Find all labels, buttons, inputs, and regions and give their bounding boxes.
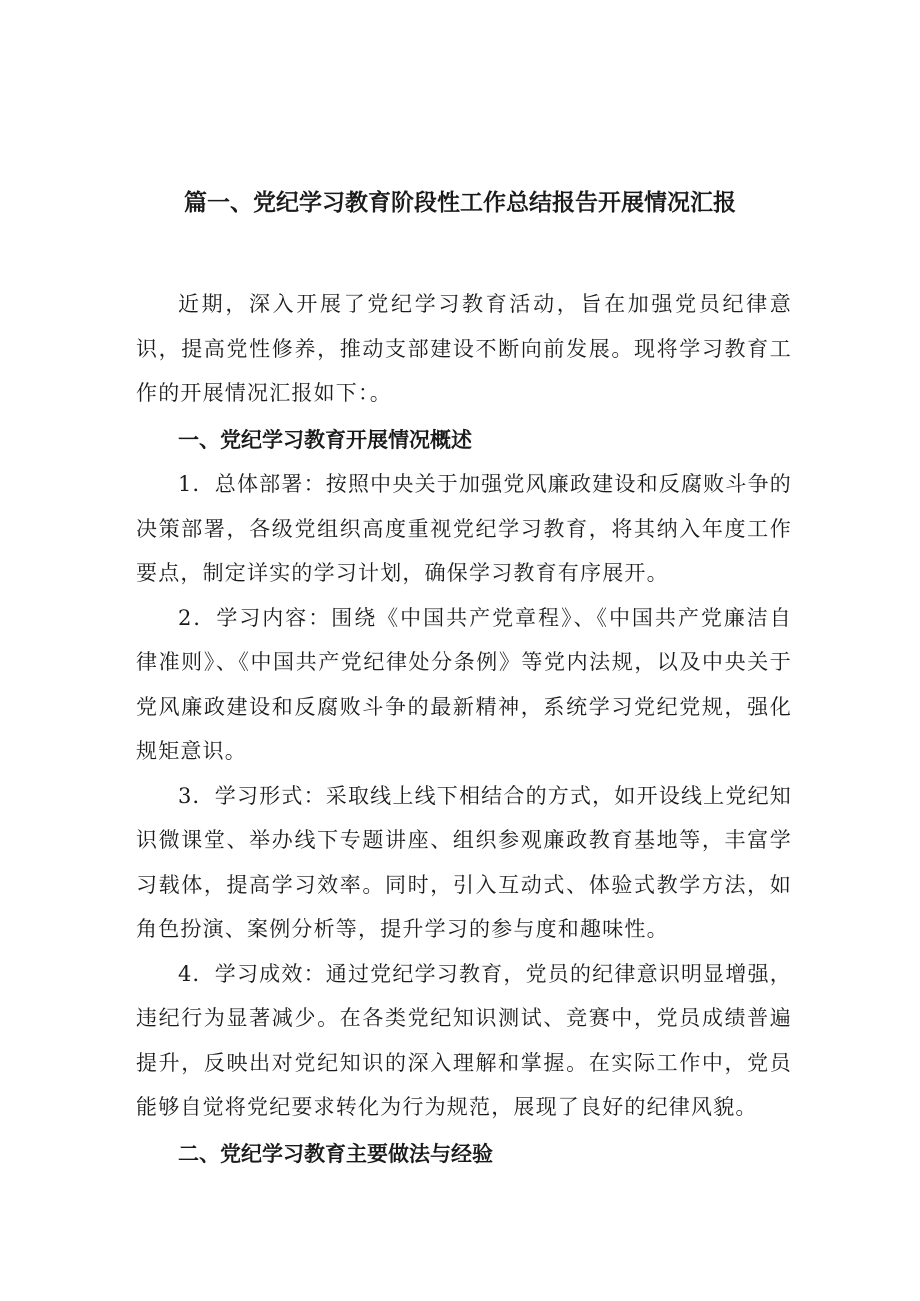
section-heading-2: 二、党纪学习教育主要做法与经验 bbox=[178, 1141, 493, 1166]
section-heading-1: 一、党纪学习教育开展情况概述 bbox=[178, 427, 472, 452]
intro-paragraph: 近期，深入开展了党纪学习教育活动，旨在加强党员纪律意识，提高党性修养，推动支部建设不断向前发展。现将学习教育工作的开展情况汇报如下：。 bbox=[136, 292, 792, 405]
section1-item-4: 4．学习成效：通过党纪学习教育，党员的纪律意识明显增强，违纪行为显著减少。在各类党纪知识测试、竞赛中，党员成绩普遍提升，反映出对党纪知识的深入理解和掌握。在实际工作中，党员能够自觉将党纪要求转化为行为规范，展现了良好的纪律风貌。 bbox=[136, 961, 792, 1119]
document-title: 篇一、党纪学习教育阶段性工作总结报告开展情况汇报 bbox=[184, 190, 736, 216]
document-body bbox=[136, 282, 792, 1176]
section1-item-3: 3．学习形式：采取线上线下相结合的方式，如开设线上党纪知识微课堂、举办线下专题讲座、组织参观廉政教育基地等，丰富学习载体，提高学习效率。同时，引入互动式、体验式教学方法，如角色扮演、案例分析等，提升学习的参与度和趣味性。 bbox=[136, 783, 792, 941]
section1-item-1: 1．总体部署：按照中央关于加强党风廉政建设和反腐败斗争的决策部署，各级党组织高度重视党纪学习教育，将其纳入年度工作要点，制定详实的学习计划，确保学习教育有序展开。 bbox=[136, 472, 792, 585]
section1-item-2: 2．学习内容：围绕《中国共产党章程》、《中国共产党廉洁自律准则》、《中国共产党纪律处分条例》等党内法规，以及中央关于党风廉政建设和反腐败斗争的最新精神，系统学习党纪党规，强化规矩意识。 bbox=[136, 605, 792, 763]
